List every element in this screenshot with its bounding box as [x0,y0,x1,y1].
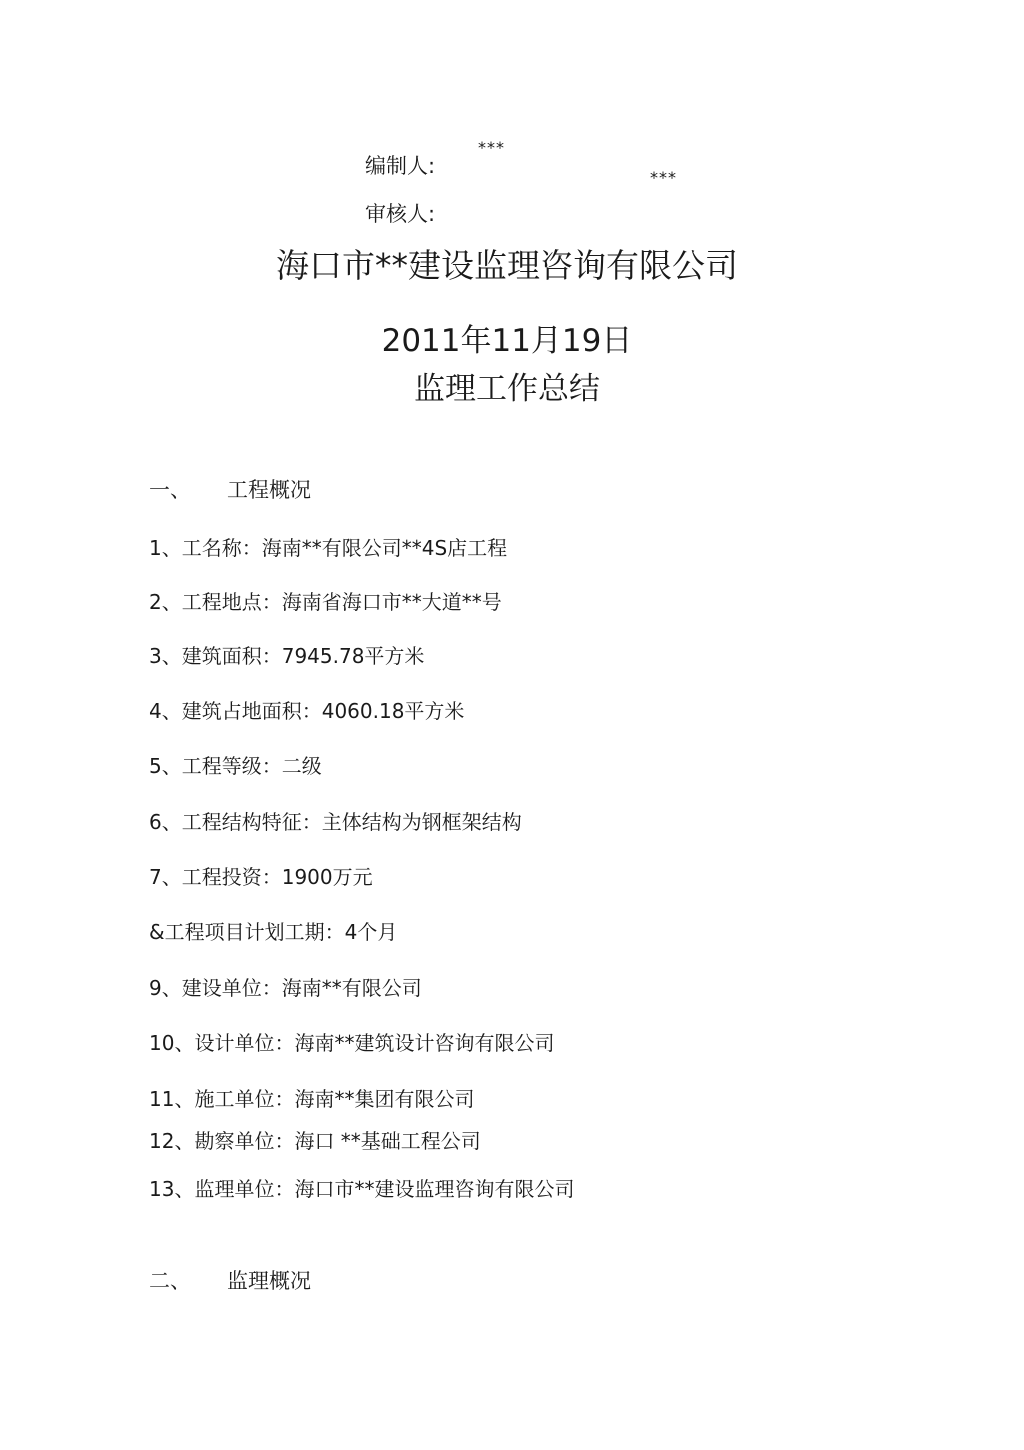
document-title: 监理工作总结 [414,371,600,407]
list-item: 7、工程投资：1900万元 [149,865,373,889]
section-1-heading [149,474,311,504]
list-item: 13、监理单位：海口市**建设监理咨询有限公司 [149,1177,575,1201]
list-item: 1、工名称：海南**有限公司**4S店工程 [149,536,508,560]
company-name: 海口市**建设监理咨询有限公司 [276,246,738,285]
list-item: 10、设计单位：海南**建筑设计咨询有限公司 [149,1031,555,1055]
document-date: 2011年11月19日 [381,323,633,359]
section-1-number: 一、 [149,478,191,502]
section-2-title: 监理概况 [227,1269,311,1293]
reviewer-label: 审核人: [365,202,436,226]
list-item: 5、工程等级：二级 [149,754,322,778]
compiler-label: 编制人: [365,154,436,178]
section-2-number: 二、 [149,1269,191,1293]
compiler-value: *** [478,138,505,157]
list-item: 9、建设单位：海南**有限公司 [149,976,422,1000]
section-1-title: 工程概况 [227,478,311,502]
reviewer-value: *** [650,168,677,187]
list-item: &工程项目计划工期：4个月 [149,920,398,944]
list-item: 11、施工单位：海南**集团有限公司 [149,1087,475,1111]
list-item: 12、勘察单位：海口 **基础工程公司 [149,1129,481,1153]
list-item: 6、工程结构特征：主体结构为钢框架结构 [149,810,522,834]
list-item: 2、工程地点：海南省海口市**大道**号 [149,590,502,614]
list-item: 3、建筑面积：7945.78平方米 [149,644,425,668]
list-item: 4、建筑占地面积：4060.18平方米 [149,699,465,723]
section-2-heading [149,1265,311,1295]
